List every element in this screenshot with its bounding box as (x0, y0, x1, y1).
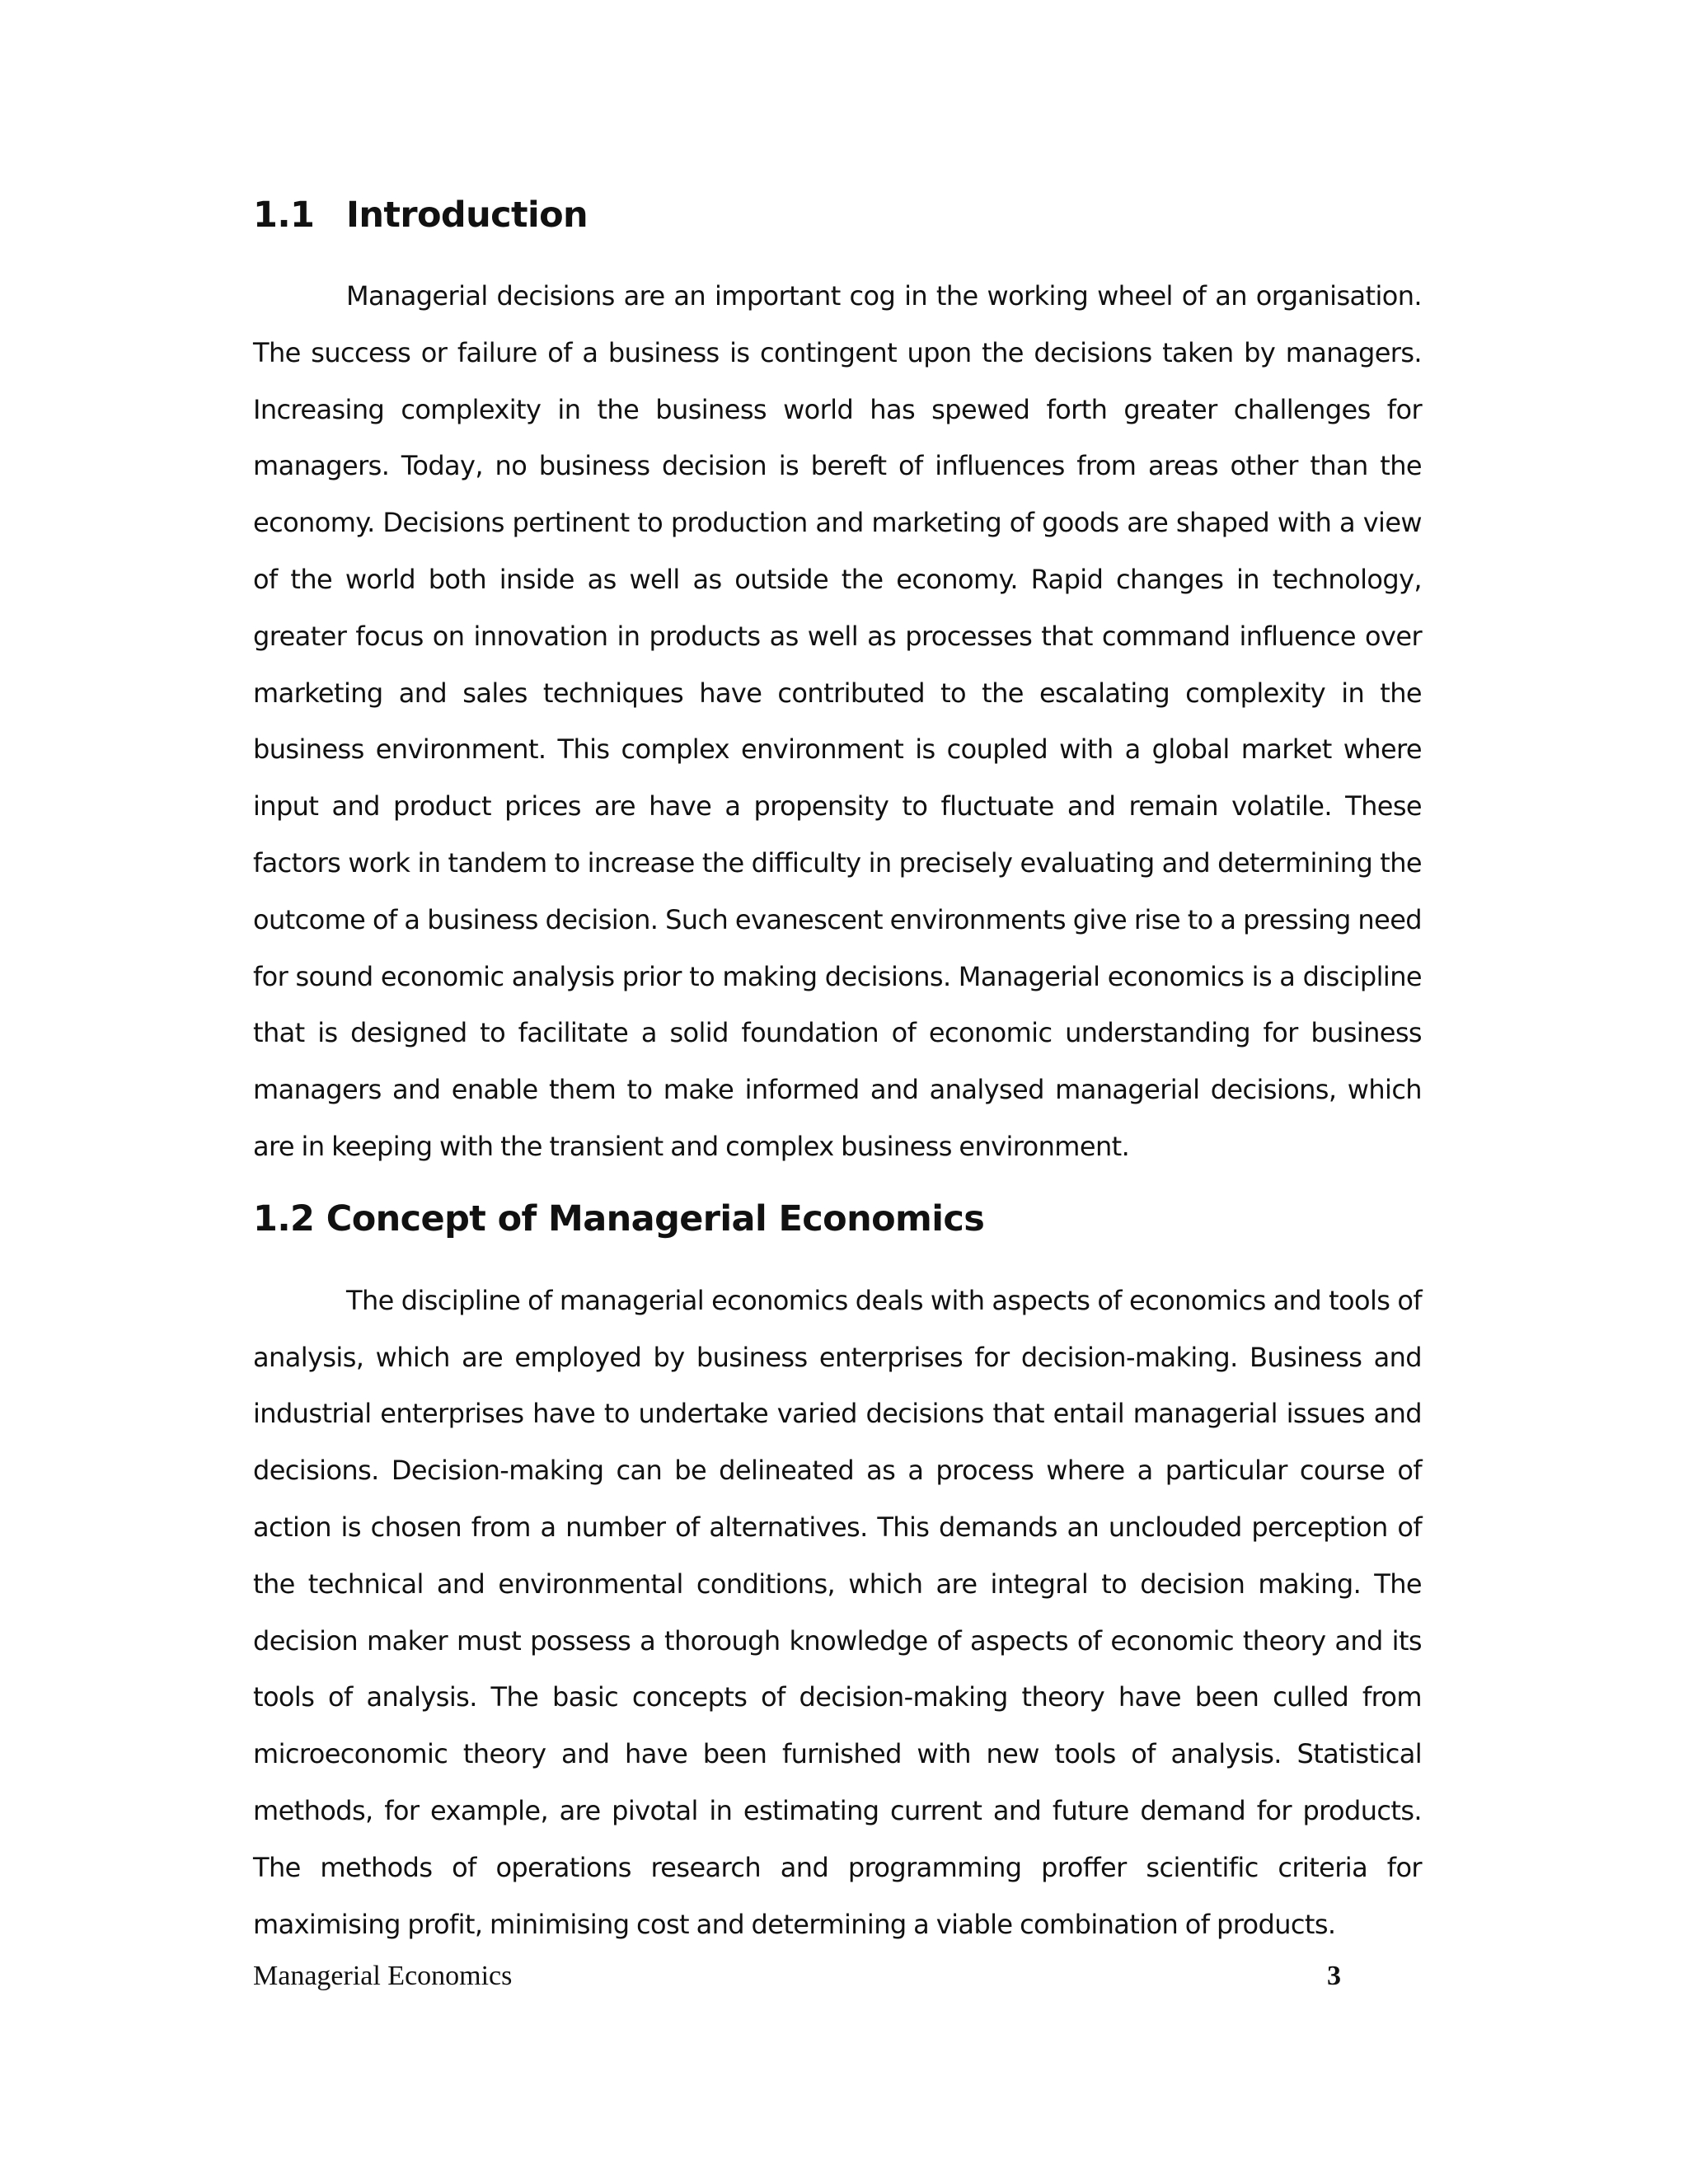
page-number: 3 (1327, 1961, 1341, 1991)
footer-title: Managerial Economics (253, 1961, 513, 1991)
section-heading-concept: 1.2 Concept of Managerial Economics (253, 1197, 985, 1240)
section-heading-introduction (253, 190, 1422, 241)
concept-paragraph: The discipline of managerial economics deals with aspects of economics and tools of analysis, which are employed by business enterprises for decision-making. Business and industrial enterprises have to undertake varied decisions that entail managerial issues and decisions. Decision-making can be delineated as a process where a particular course of action is chosen from a number of alternatives. This demands an unclouded perception of the technical and environmental conditions, which are integral to decision making. The decision maker must possess a thorough knowledge of aspects of economic theory and its tools of analysis. The basic concepts of decision-making theory have been culled from microeconomic theory and have been furnished with new tools of analysis. Statistical methods, for example, are pivotal in estimating current and future demand for products. The methods of operations research and programming proffer scientific criteria for maximising profit, minimising cost and determining a viable combination of products. (253, 1284, 1422, 1940)
section-number: 1.1 (253, 194, 315, 236)
page-content (253, 190, 1422, 1952)
introduction-paragraph: Managerial decisions are an important cog in the working wheel of an organisation. The success or failure of a business is contingent upon the decisions taken by managers. Increasing complexity in the business world has spewed forth greater challenges for managers. Today, no business decision is bereft of influences from areas other than the economy. Decisions pertinent to production and marketing of goods are shaped with a view of the world both inside as well as outside the economy. Rapid changes in technology, greater focus on innovation in products as well as processes that command influence over marketing and sales techniques have contributed to the escalating complexity in the business environment. This complex environment is coupled with a global market where input and product prices are have a propensity to fluctuate and remain volatile. These factors work in tandem to increase the difficulty in precisely evaluating and determining the outcome of a business decision. Such evanescent environments give rise to a pressing need for sound economic analysis prior to making decisions. Managerial economics is a discipline that is designed to facilitate a solid foundation of economic understanding for business managers and enable them to make informed and analysed managerial decisions, which are in keeping with the transient and complex business environment. (253, 280, 1422, 1162)
section-title: Introduction (346, 194, 588, 236)
